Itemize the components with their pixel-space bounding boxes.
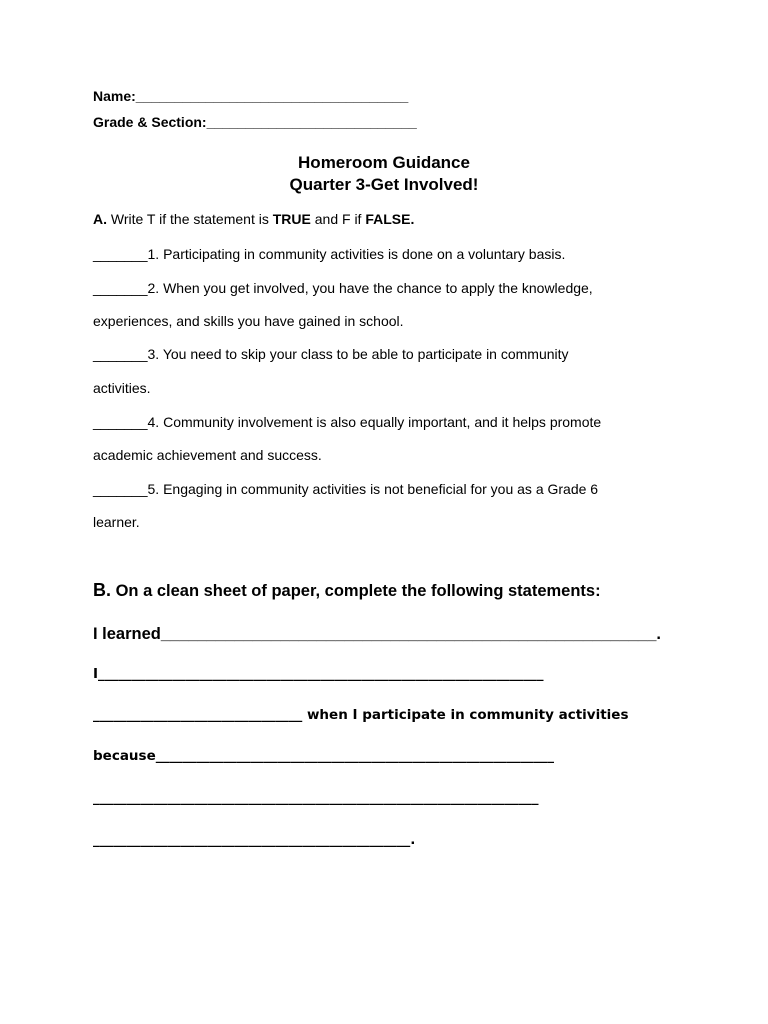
tf-item-4-cont: academic achievement and success. <box>93 447 322 463</box>
participate-text: when I participate in community activities <box>302 707 629 723</box>
i-learned-line[interactable] <box>93 625 661 644</box>
item-text: 2. When you get involved, you have the chance to apply the knowledge, <box>147 280 593 296</box>
true-word: TRUE <box>272 211 311 227</box>
part-a-instruction <box>93 211 414 227</box>
tf-item-4 <box>93 414 601 430</box>
name-label: Name: <box>93 88 136 104</box>
name-field[interactable] <box>93 88 408 104</box>
item-text: 4. Community involvement is also equally important, and it helps promote <box>147 414 602 430</box>
grade-section-blank[interactable]: ___________________________ <box>206 114 417 130</box>
tf-item-5-cont: learner. <box>93 514 140 530</box>
because-line[interactable] <box>93 748 554 764</box>
part-b-letter: B. <box>93 580 111 600</box>
i-line[interactable] <box>93 666 544 682</box>
part-a-text-2: and F if <box>310 211 366 227</box>
participate-line[interactable] <box>93 707 629 723</box>
name-blank[interactable]: ___________________________________ <box>135 88 409 104</box>
false-word: FALSE. <box>365 211 415 227</box>
item-text: 1. Participating in community activities is done on a voluntary basis. <box>147 246 566 262</box>
worksheet-subtitle: Quarter 3-Get Involved! <box>289 175 479 194</box>
participate-blank[interactable]: _______________________________ <box>93 707 303 723</box>
because-blank[interactable]: ___________________________________________________________ <box>155 748 554 764</box>
tf-item-3 <box>93 346 569 362</box>
because-label: because <box>93 748 156 764</box>
tf-item-1 <box>93 246 565 262</box>
answer-blank[interactable]: _______ <box>93 246 148 262</box>
tf-item-5 <box>93 481 598 497</box>
answer-line[interactable]: __________________________________________________________________ <box>93 790 539 806</box>
answer-blank[interactable]: _______ <box>93 414 148 430</box>
answer-line-last[interactable]: _______________________________________________. <box>93 832 416 848</box>
i-label: I <box>93 666 99 682</box>
tf-item-2 <box>93 280 593 296</box>
tf-item-2-cont: experiences, and skills you have gained in school. <box>93 313 404 329</box>
part-b-instruction <box>93 580 601 601</box>
answer-blank[interactable]: _______ <box>93 346 148 362</box>
answer-blank[interactable]: _______ <box>93 280 148 296</box>
grade-section-label: Grade & Section: <box>93 114 207 130</box>
part-a-text-1: Write T if the statement is <box>107 211 273 227</box>
item-text: 5. Engaging in community activities is not beneficial for you as a Grade 6 <box>147 481 599 497</box>
part-b-text: On a clean sheet of paper, complete the following statements: <box>111 582 601 600</box>
part-a-letter: A. <box>93 211 107 227</box>
tf-item-3-cont: activities. <box>93 380 151 396</box>
worksheet-title: Homeroom Guidance <box>298 153 470 172</box>
item-text: 3. You need to skip your class to be able to participate in community <box>147 346 569 362</box>
i-learned-label: I learned <box>93 625 161 643</box>
grade-section-field[interactable] <box>93 114 417 130</box>
answer-blank[interactable]: _______ <box>93 481 148 497</box>
i-blank[interactable]: __________________________________________________________________ <box>98 666 544 682</box>
i-learned-blank[interactable]: ______________________________________________________. <box>160 625 661 643</box>
